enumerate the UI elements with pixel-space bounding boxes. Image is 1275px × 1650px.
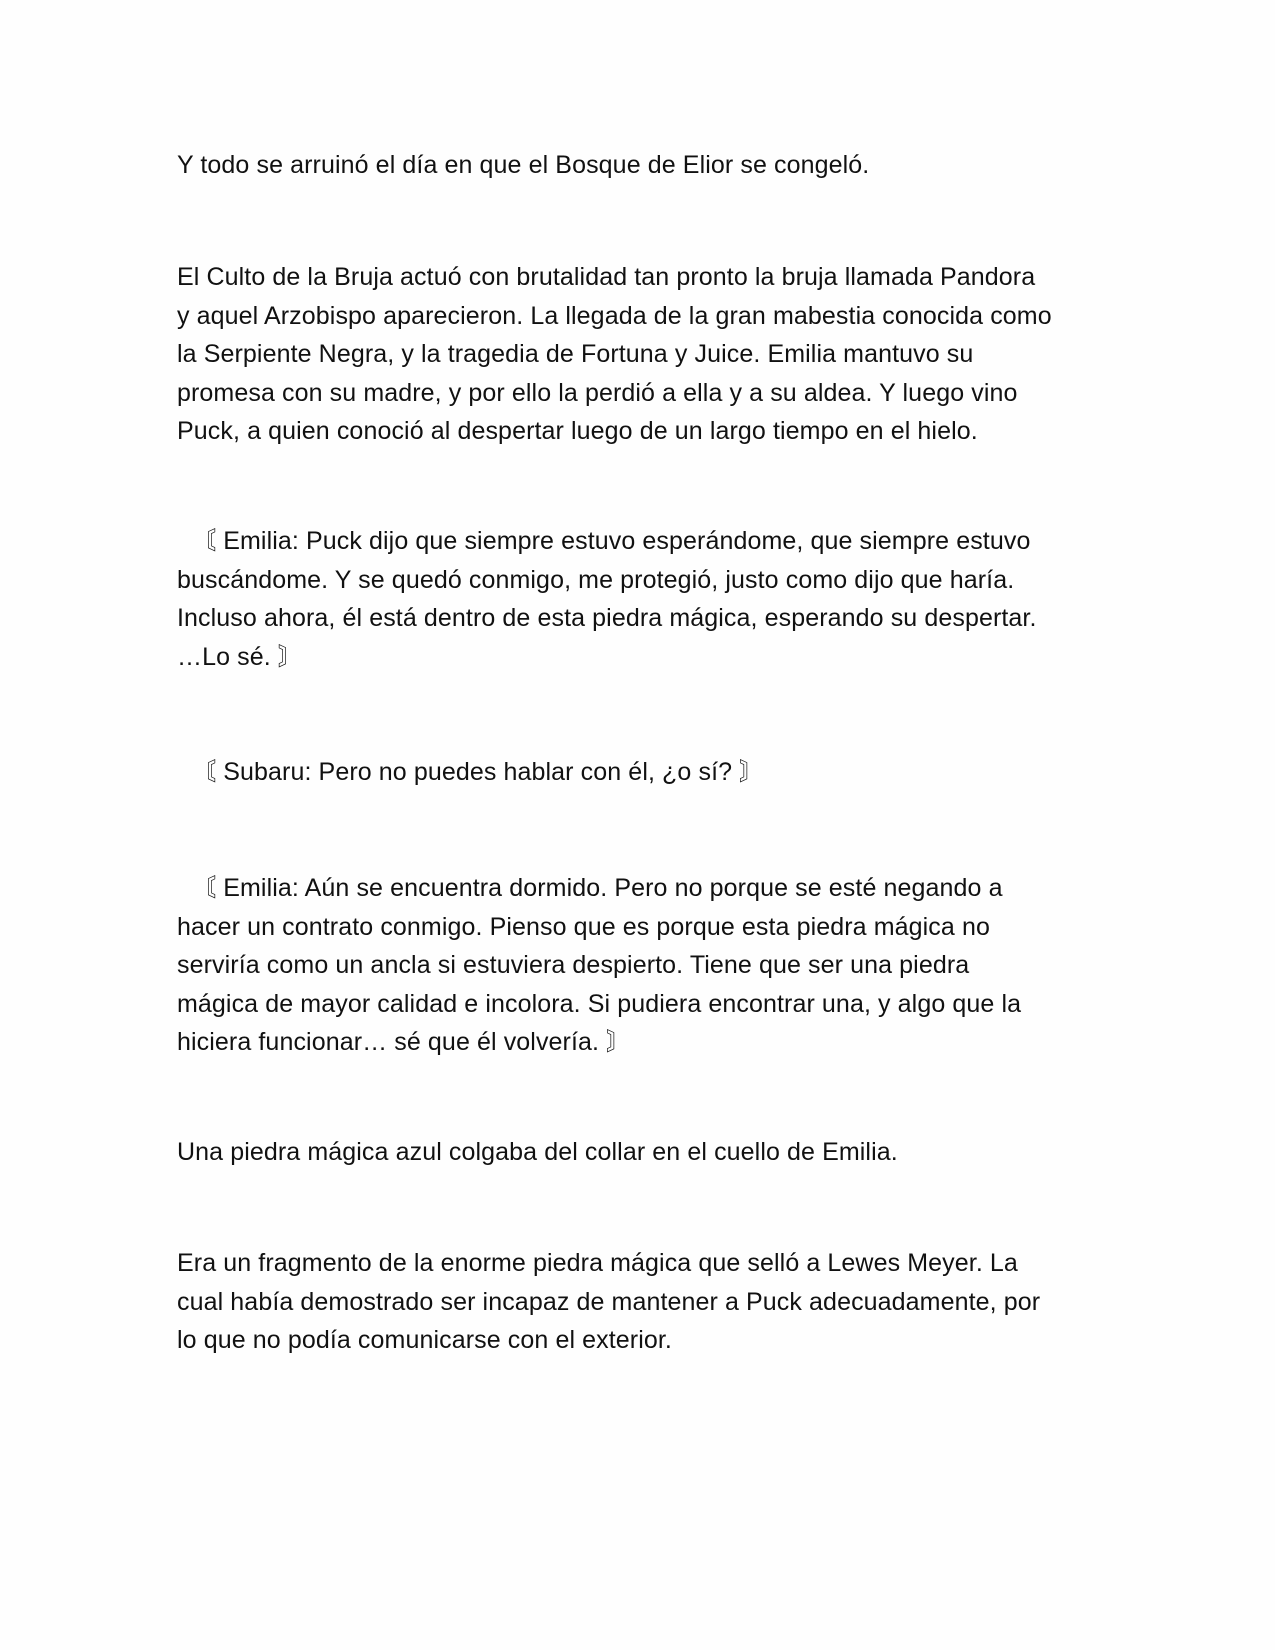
paragraph-blue-stone: [177, 1133, 1107, 1172]
text-line: promesa con su madre, y por ello la perdió a ella y a su aldea. Y luego vino: [177, 378, 1018, 407]
text-line: mágica de mayor calidad e incolora. Si pudiera encontrar una, y algo que la: [177, 989, 1022, 1018]
text-line: la Serpiente Negra, y la tragedia de Fortuna y Juice. Emilia mantuvo su: [177, 340, 974, 368]
text-line: cual había demostrado ser incapaz de mantener a Puck adecuadamente, por: [177, 1287, 1041, 1316]
text-line: El Culto de la Bruja actuó con brutalidad tan pronto la bruja llamada Pandora: [177, 263, 1036, 291]
dialogue-subaru-question: [177, 753, 1107, 792]
paragraph-forest-frozen: [177, 146, 1107, 185]
text-line: …Lo sé. 〙: [177, 642, 303, 671]
text-line: Una piedra mágica azul colgaba del collar en el cuello de Emilia.: [177, 1138, 898, 1166]
paragraph-witch-cult: [177, 258, 1107, 451]
dialogue-emilia-asleep: [177, 869, 1107, 1062]
text-line: buscándome. Y se quedó conmigo, me protegió, justo como dijo que haría.: [177, 565, 1015, 594]
text-line: Incluso ahora, él está dentro de esta piedra mágica, esperando su despertar.: [177, 604, 1037, 632]
text-line: y aquel Arzobispo aparecieron. La llegada de la gran mabestia conocida como: [177, 301, 1052, 330]
text-line: Era un fragmento de la enorme piedra mágica que selló a Lewes Meyer. La: [177, 1249, 1018, 1277]
text-line: Y todo se arruinó el día en que el Bosque de Elior se congeló.: [177, 151, 870, 179]
text-line: serviría como un ancla si estuviera despierto. Tiene que ser una piedra: [177, 951, 970, 979]
paragraph-fragment-lewes: [177, 1244, 1107, 1360]
text-line: hacer un contrato conmigo. Pienso que es porque esta piedra mágica no: [177, 912, 990, 941]
text-line: 〘 Subaru: Pero no puedes hablar con él, ¿o sí? 〙: [177, 758, 765, 786]
text-line: 〘 Emilia: Aún se encuentra dormido. Pero no porque se esté negando a: [177, 874, 1003, 902]
text-line: lo que no podía comunicarse con el exterior.: [177, 1326, 672, 1354]
dialogue-emilia-puck-waiting: [177, 522, 1107, 676]
text-line: 〘 Emilia: Puck dijo que siempre estuvo esperándome, que siempre estuvo: [177, 527, 1031, 555]
text-line: Puck, a quien conoció al despertar luego de un largo tiempo en el hielo.: [177, 417, 978, 445]
text-line: hiciera funcionar… sé que él volvería. 〙: [177, 1028, 632, 1056]
